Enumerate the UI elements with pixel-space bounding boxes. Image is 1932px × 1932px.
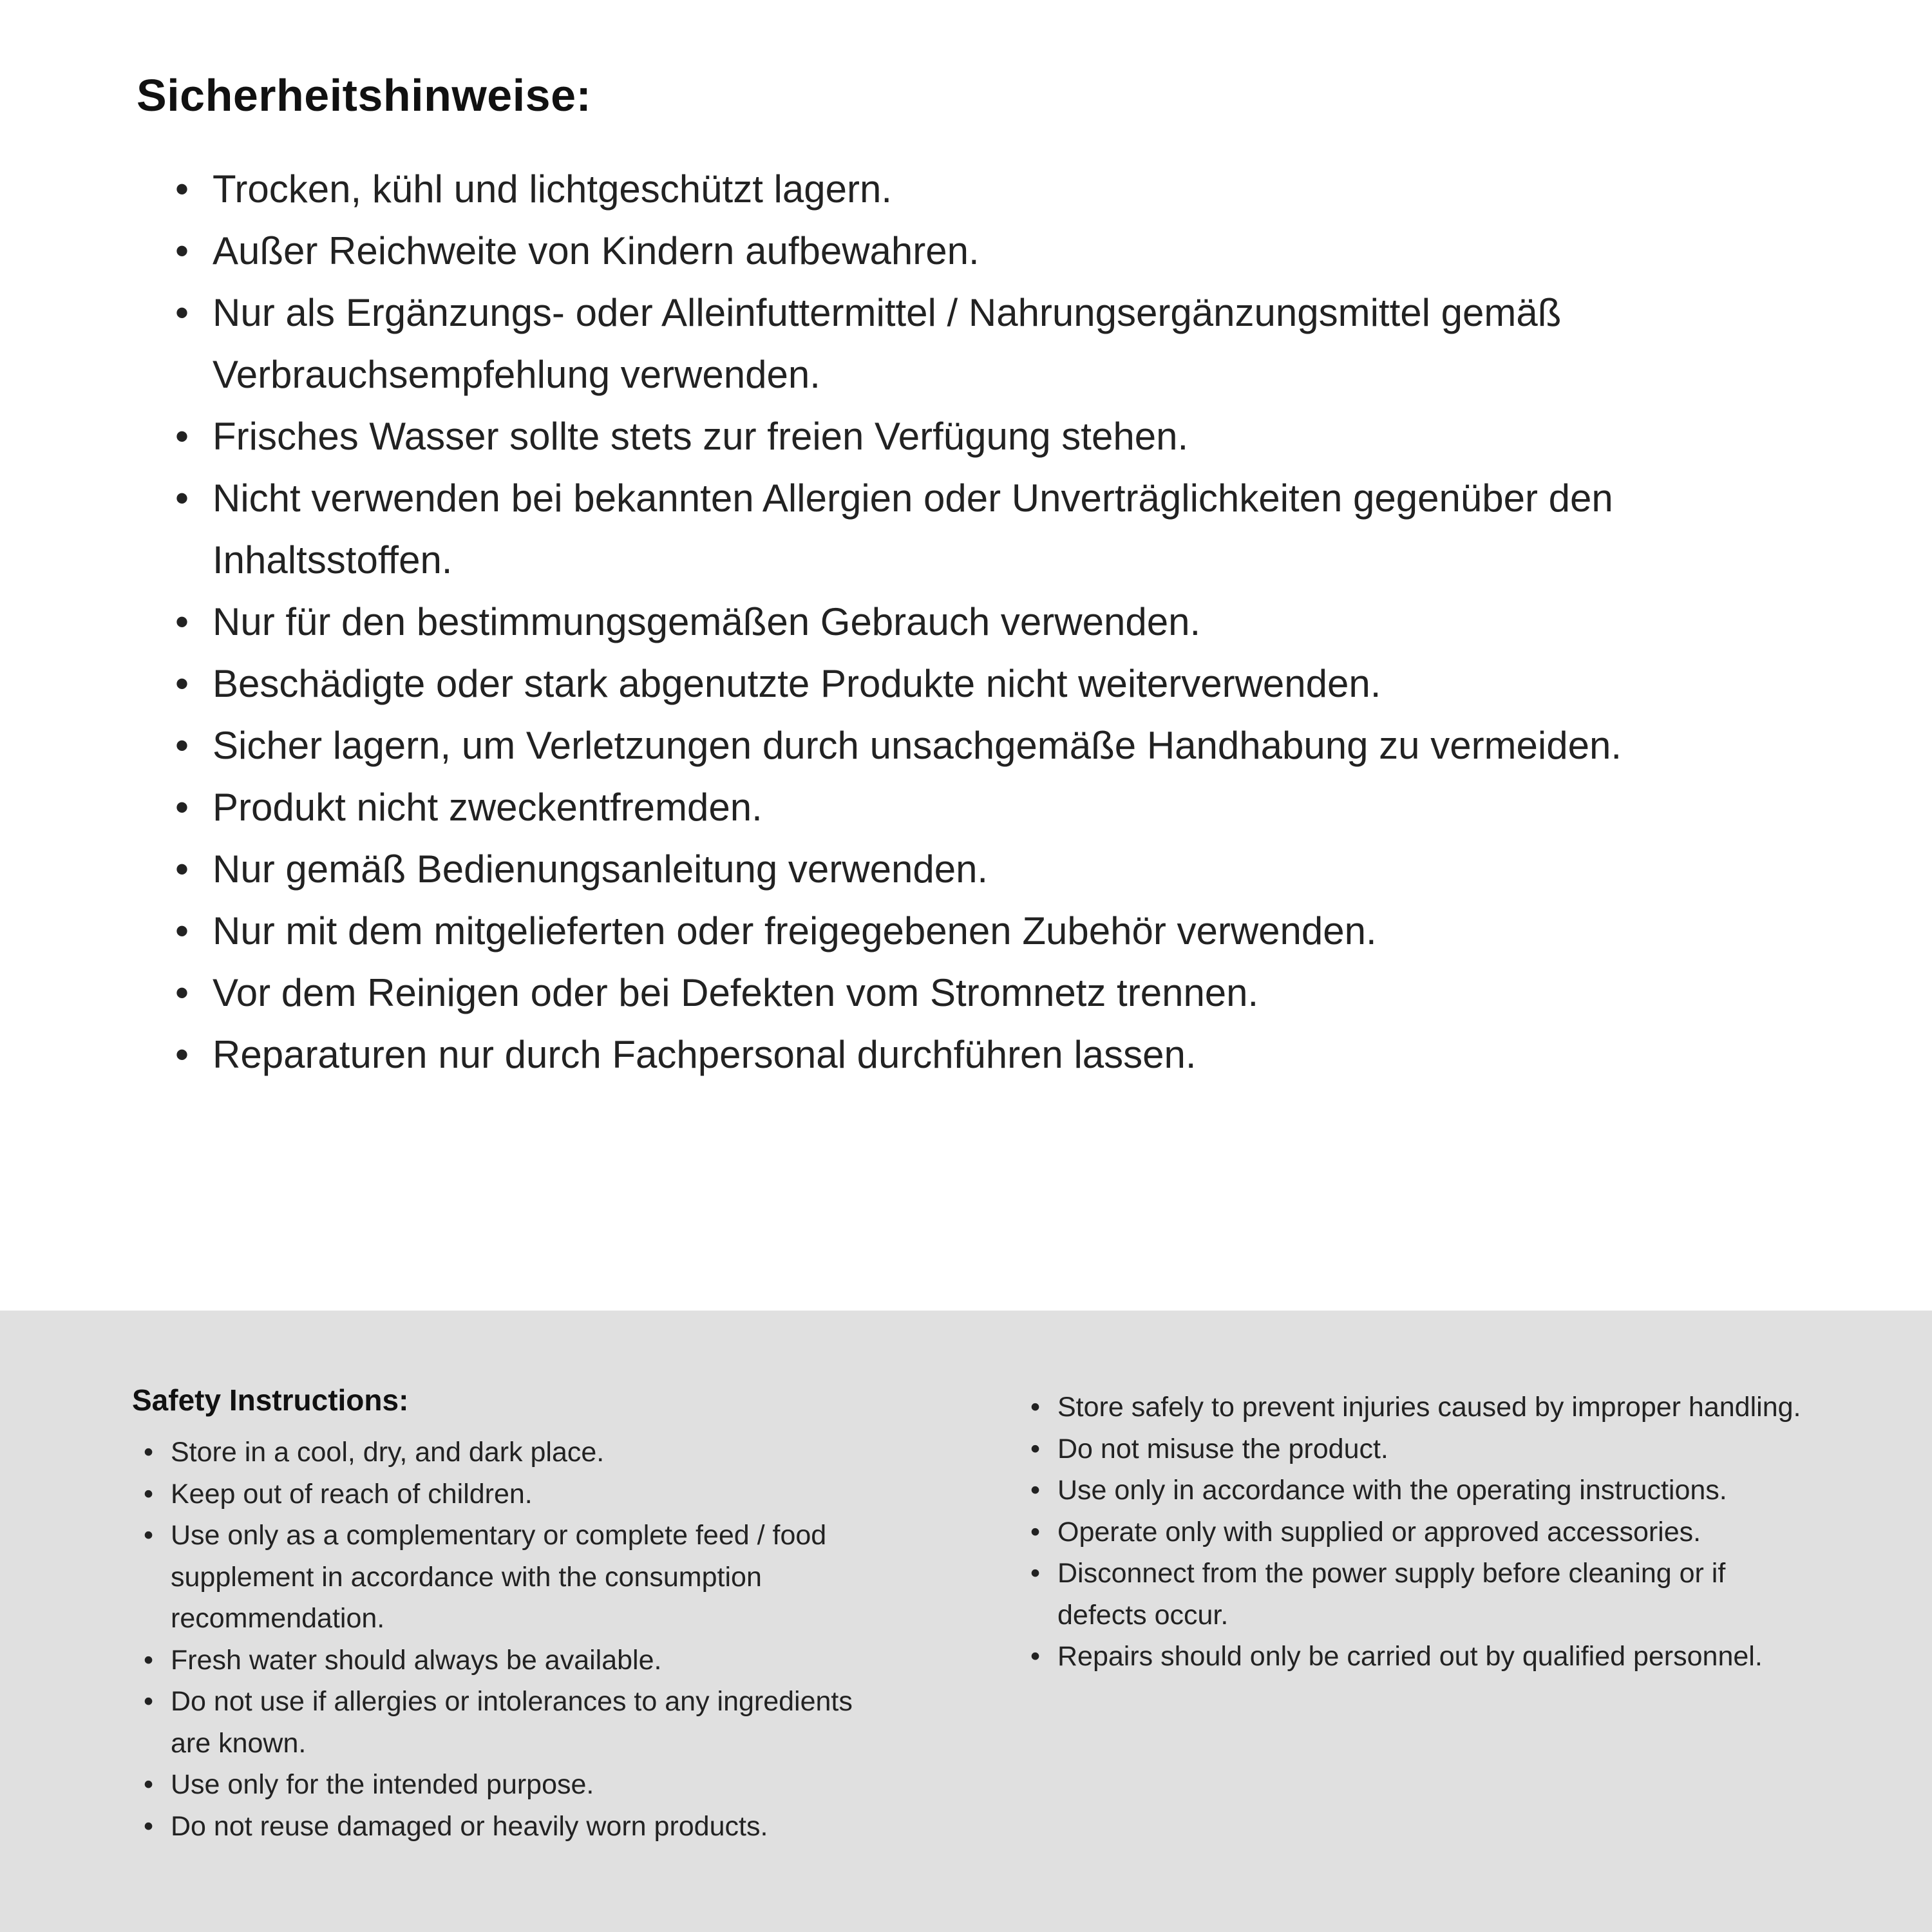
bullet-item-text: Außer Reichweite von Kindern aufbewahren. bbox=[213, 229, 980, 272]
bullet-item-text: Nur gemäß Bedienungsanleitung verwenden. bbox=[213, 848, 989, 891]
bullet-marker: • bbox=[175, 415, 189, 458]
bullet-marker: • bbox=[175, 848, 189, 891]
bullet-marker: • bbox=[175, 1033, 189, 1076]
english-left-column bbox=[132, 1383, 892, 1932]
bullet-marker: • bbox=[175, 477, 189, 520]
german-section-title: Sicherheitshinweise: bbox=[137, 70, 592, 120]
bullet-item-text: Repairs should only be carried out by qualified personnel. bbox=[1057, 1641, 1763, 1672]
bullet-item bbox=[144, 1432, 892, 1473]
bullet-item-text: Nur als Ergänzungs- oder Alleinfuttermittel / Nahrungsergänzungsmittel gemäß Verbrauchsempfehlung verwenden. bbox=[213, 291, 1562, 396]
bullet-item-text: Do not reuse damaged or heavily worn products. bbox=[171, 1810, 768, 1842]
bullet-item bbox=[175, 220, 1676, 282]
bullet-item bbox=[175, 468, 1676, 591]
bullet-item bbox=[175, 900, 1676, 962]
english-section-title: Safety Instructions: bbox=[132, 1383, 409, 1417]
bullet-item-text: Store safely to prevent injuries caused by improper handling. bbox=[1057, 1392, 1801, 1423]
bullet-marker: • bbox=[175, 786, 189, 829]
bullet-item bbox=[144, 1640, 892, 1681]
bullet-item-text: Disconnect from the power supply before cleaning or if defects occur. bbox=[1057, 1558, 1726, 1631]
bullet-marker: • bbox=[1030, 1433, 1041, 1464]
bullet-item bbox=[1030, 1387, 1810, 1428]
bullet-item bbox=[144, 1764, 892, 1806]
bullet-item-text: Do not misuse the product. bbox=[1057, 1433, 1388, 1464]
bullet-item bbox=[144, 1681, 892, 1764]
bullet-item bbox=[144, 1806, 892, 1848]
bullet-item bbox=[175, 158, 1676, 220]
bullet-item-text: Frisches Wasser sollte stets zur freien Verfügung stehen. bbox=[213, 415, 1189, 458]
bullet-item-text: Produkt nicht zweckentfremden. bbox=[213, 786, 762, 829]
bullet-marker: • bbox=[175, 971, 189, 1014]
bullet-item bbox=[175, 1024, 1676, 1086]
english-right-column bbox=[1030, 1383, 1810, 1932]
bullet-item-text: Use only as a complementary or complete feed / food supplement in accordance with the consumption recommendation. bbox=[171, 1520, 827, 1634]
bullet-item-text: Beschädigte oder stark abgenutzte Produkte nicht weiterverwenden. bbox=[213, 662, 1381, 705]
bullet-item bbox=[175, 838, 1676, 900]
bullet-item bbox=[175, 653, 1676, 715]
english-safety-section bbox=[0, 1311, 1932, 1932]
bullet-item bbox=[1030, 1511, 1810, 1553]
bullet-item bbox=[1030, 1428, 1810, 1470]
bullet-item bbox=[1030, 1470, 1810, 1511]
bullet-item-text: Trocken, kühl und lichtgeschützt lagern. bbox=[213, 167, 893, 211]
bullet-marker: • bbox=[175, 291, 189, 334]
bullet-item-text: Store in a cool, dry, and dark place. bbox=[171, 1437, 605, 1468]
bullet-item-text: Nur mit dem mitgelieferten oder freigegebenen Zubehör verwenden. bbox=[213, 909, 1377, 952]
bullet-marker: • bbox=[144, 1437, 154, 1468]
bullet-item bbox=[144, 1515, 892, 1640]
bullet-marker: • bbox=[175, 167, 189, 211]
bullet-item bbox=[175, 777, 1676, 838]
bullet-item-text: Operate only with supplied or approved accessories. bbox=[1057, 1516, 1701, 1548]
bullet-marker: • bbox=[175, 662, 189, 705]
bullet-marker: • bbox=[175, 909, 189, 952]
bullet-marker: • bbox=[144, 1810, 154, 1842]
bullet-item-text: Use only in accordance with the operating instructions. bbox=[1057, 1475, 1727, 1506]
bullet-marker: • bbox=[144, 1644, 154, 1676]
bullet-marker: • bbox=[1030, 1392, 1041, 1423]
bullet-marker: • bbox=[144, 1769, 154, 1800]
bullet-marker: • bbox=[1030, 1475, 1041, 1506]
english-right-bullet-list bbox=[1030, 1387, 1810, 1678]
bullet-item-text: Keep out of reach of children. bbox=[171, 1478, 533, 1510]
bullet-item bbox=[175, 282, 1676, 406]
bullet-item bbox=[175, 715, 1676, 777]
bullet-item-text: Reparaturen nur durch Fachpersonal durchführen lassen. bbox=[213, 1033, 1197, 1076]
bullet-item-text: Use only for the intended purpose. bbox=[171, 1769, 594, 1800]
bullet-item bbox=[175, 591, 1676, 653]
bullet-item-text: Fresh water should always be available. bbox=[171, 1644, 662, 1676]
bullet-item-text: Do not use if allergies or intolerances to any ingredients are known. bbox=[171, 1686, 853, 1759]
bullet-marker: • bbox=[1030, 1558, 1041, 1589]
bullet-marker: • bbox=[144, 1520, 154, 1551]
bullet-item bbox=[1030, 1553, 1810, 1636]
bullet-marker: • bbox=[175, 229, 189, 272]
bullet-marker: • bbox=[144, 1686, 154, 1717]
bullet-item bbox=[175, 962, 1676, 1024]
bullet-marker: • bbox=[1030, 1516, 1041, 1548]
bullet-item-text: Nicht verwenden bei bekannten Allergien oder Unverträglichkeiten gegenüber den Inhaltsstoffen. bbox=[213, 477, 1613, 582]
bullet-item bbox=[1030, 1636, 1810, 1678]
bullet-item-text: Vor dem Reinigen oder bei Defekten vom Stromnetz trennen. bbox=[213, 971, 1259, 1014]
bullet-item bbox=[144, 1473, 892, 1515]
bullet-item-text: Nur für den bestimmungsgemäßen Gebrauch verwenden. bbox=[213, 600, 1201, 643]
bullet-marker: • bbox=[144, 1478, 154, 1510]
bullet-item bbox=[175, 406, 1676, 468]
bullet-marker: • bbox=[175, 724, 189, 767]
bullet-marker: • bbox=[175, 600, 189, 643]
bullet-item-text: Sicher lagern, um Verletzungen durch unsachgemäße Handhabung zu vermeiden. bbox=[213, 724, 1622, 767]
bullet-marker: • bbox=[1030, 1641, 1041, 1672]
german-bullet-list bbox=[175, 158, 1676, 1086]
english-left-bullet-list bbox=[144, 1432, 892, 1847]
